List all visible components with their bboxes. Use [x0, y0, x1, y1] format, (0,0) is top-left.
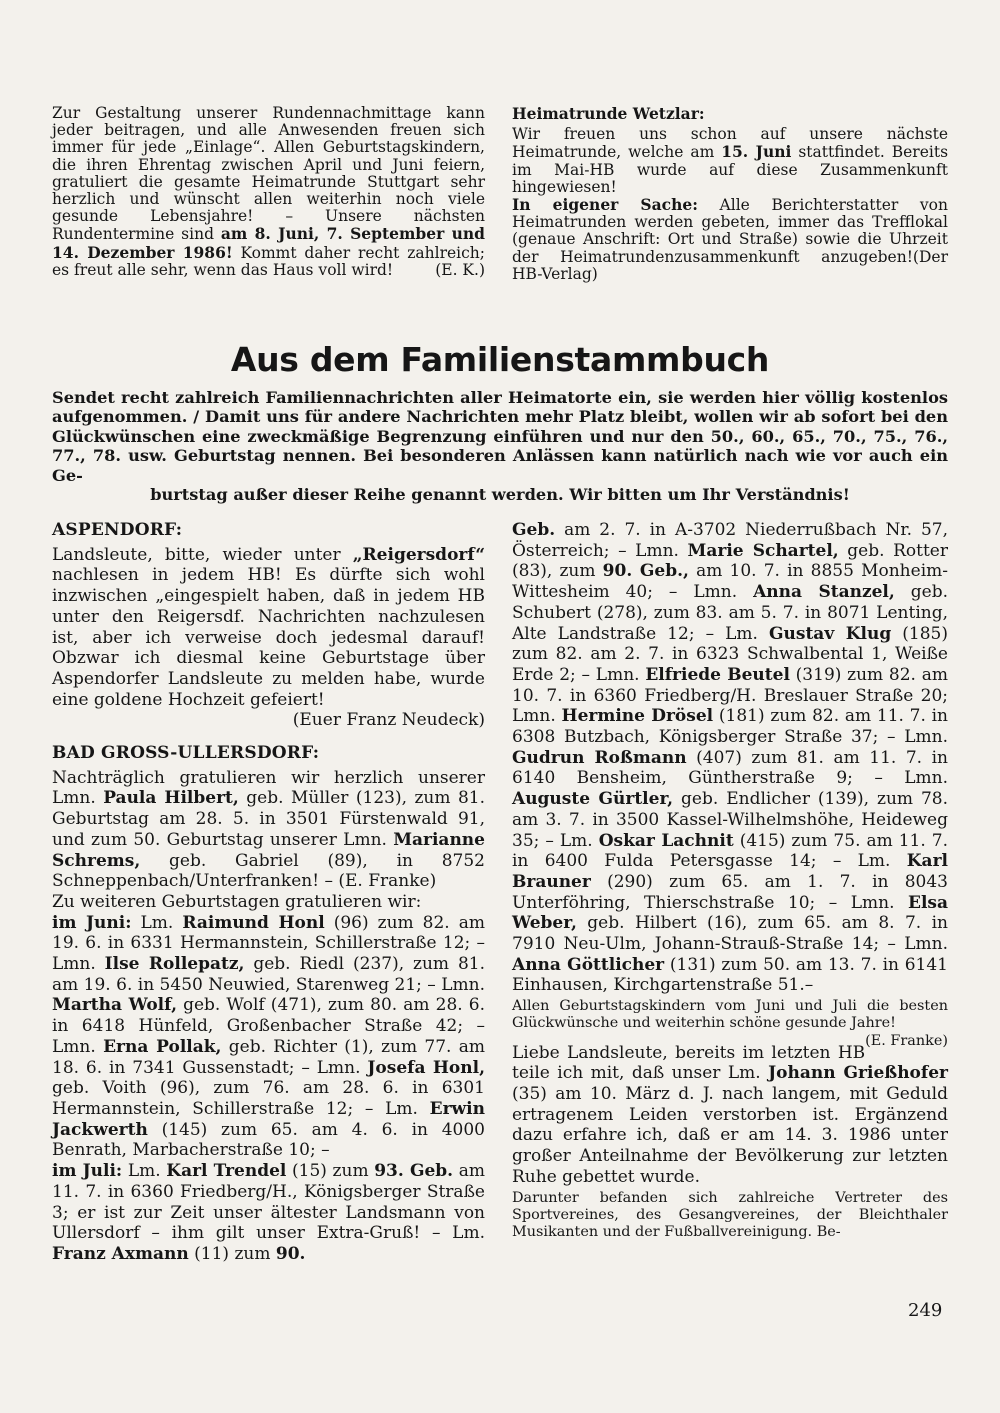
further-birthdays-intro: Zu weiteren Geburtstagen gratulieren wir: — [52, 891, 422, 912]
obituary-paragraph: Liebe Landsleute, bereits im letzten HB teile ich mit, daß unser Lm. Johann Grießhofer (35) am 10. März d. J. nach langem, mit Geduld ertragenem Leiden verstorben ist. Ergänzend dazu erfahre ich, daß er am 14. 3. 1986 unter großer Anteilnahme der Bevölkerung zur letzten Ruhe gebettet wurde. — [512, 1042, 948, 1187]
stuttgart-report — [52, 105, 485, 279]
aspendorf-paragraph: Landsleute, bitte, wieder unter „Reigersdorf“ nachlesen in jedem HB! Es dürfte sich wohl inzwischen „eingespielt haben, daß in jedem HB unter den Reigersdf. Nachrichten nachzulesen ist, aber ich verweise doch jedesmal darauf! Obzwar ich diesmal keine Geburtstage über Aspendorfer Landsleute zu melden habe, wurde eine goldene Hochzeit gefeiert! — [52, 544, 485, 710]
intro-paragraph — [52, 388, 948, 504]
obituary-continuation: Darunter befanden sich zahlreiche Vertreter des Sportvereines, des Gesangvereines, der Bleichthaler Musikanten und der Fußballvereinigung. Be- — [512, 1189, 948, 1240]
own-matter-paragraph: In eigener Sache: Alle Berichterstatter von Heimatrunden werden gebeten, immer das Trefflokal (genaue Anschrift: Ort und Straße) sowie die Uhrzeit der Heimatrundenzusammenkunft anzugeben!(Der HB-Verlag) — [512, 195, 948, 283]
june-birthdays: im Juni: Lm. Raimund Honl (96) zum 82. am 19. 6. in 6331 Hermannstein, Schillerstraße 12; – Lmn. Ilse Rollepatz, geb. Riedl (237), zum 81. am 19. 6. in 5450 Neuwied, Starenweg 21; – Lmn. Martha Wolf, geb. Wolf (471), zum 80. am 28. 6. in 6418 Hünfeld, Großenbacher Straße 42; – Lmn. Erna Pollak, geb. Richter (1), zum 77. am 18. 6. in 7341 Gussenstadt; – Lmn. Josefa Honl, geb. Voith (96), zum 76. am 28. 6. in 6301 Hermannstein, Schillerstraße 12; – Lm. Erwin Jackwerth (145) zum 65. am 4. 6. in 4000 Benrath, Marbacherstraße 10; – — [52, 912, 486, 1161]
july-birthdays-continued: Geb. am 2. 7. in A-3702 Niederrußbach Nr. 57, Österreich; – Lmn. Marie Schartel, geb. Rotter (83), zum 90. Geb., am 10. 7. in 8855 Monheim-Wittesheim 40; – Lmn. Anna Stanzel, geb. Schubert (278), zum 83. am 5. 7. in 8071 Lenting, Alte Landstraße 12; – Lm. Gustav Klug (185) zum 82. am 2. 7. in 6323 Schwalbental 1, Weiße Erde 2; – Lmn. Elfriede Beutel (319) zum 82. am 10. 7. in 6360 Friedberg/H. Breslauer Straße 20; Lmn. Hermine Drösel (181) zum 82. am 11. 7. in 6308 Butzbach, Königsberger Straße 37; – Lmn. Gudrun Roßmann (407) zum 81. am 11. 7. in 6140 Bensheim, Güntherstraße 9; – Lmn. Auguste Gürtler, geb. Endlicher (139), zum 78. am 3. 7. in 3500 Kassel-Wilhelmshöhe, Heideweg 35; – Lm. Oskar Lachnit (415) zum 75. am 11. 7. in 6400 Fulda Petersgasse 14; – Lm. Karl Brauner (290) zum 65. am 1. 7. in 8043 Unterföhring, Thierschstraße 10; – Lmn. Elsa Weber, geb. Hilbert (16), zum 65. am 8. 7. in 7910 Neu-Ulm, Johann-Strauß-Straße 14; – Lmn. Anna Göttlicher (131) zum 50. am 13. 7. in 6141 Einhausen, Kirchgartenstraße 51.– — [512, 520, 949, 996]
meeting-dates: am 8. Juni, 7. September und 14. Dezember 1986! — [52, 224, 485, 262]
right-column — [512, 520, 948, 1241]
bad-gross-ullersdorf-heading: BAD GROSS-ULLERSDORF: — [52, 743, 320, 764]
greeting-note-signature: (E. Franke) — [865, 1032, 948, 1049]
wetzlar-heading: Heimatrunde Wetzlar: — [512, 104, 705, 123]
wetzlar-paragraph: Wir freuen uns schon auf unsere nächste Heimatrunde, welche am 15. Juni stattfindet. Bereits im Mai-HB wurde auf diese Zusammenkunft hingewiesen! — [512, 125, 949, 196]
page-number: 249 — [908, 1300, 943, 1321]
aspendorf-signature: (Euer Franz Neudeck) — [292, 710, 485, 731]
belated-greetings-paragraph: Nachträglich gratulieren wir herzlich unserer Lmn. Paula Hilbert, geb. Müller (123), zum 81. Geburtstag am 28. 5. in 3501 Fürstenwald 91, und zum 50. Geburtstag unserer Lmn. Marianne Schrems, geb. Gabriel (89), in 8752 Schneppenbach/Unterfranken! – (E. Franke) — [52, 767, 485, 892]
greeting-note: Allen Geburtstagskindern vom Juni und Juli die besten Glückwünsche und weiterhin schöne gesunde Jahre! (E. Franke) — [512, 998, 948, 1049]
stuttgart-paragraph: Zur Gestaltung unserer Rundennachmittage kann jeder beitragen, und alle Anwesenden freuen sich immer für jede „Einlage“. Allen Geburtstagskindern, die ihren Ehrentag zwischen April und Juni feiern, gratuliert die gesamte Heimatrunde Stuttgart sehr herzlich und wünscht allen weiterhin noch viele gesunde Lebensjahre! – Unsere nächsten Rundentermine sind am 8. Juni, 7. September und 14. Dezember 1986! Kommt daher recht zahlreich; es freut alle sehr, wenn das Haus voll wird! (E. K.) — [52, 104, 485, 279]
intro-text: Sendet recht zahlreich Familiennachrichten aller Heimatorte ein, sie werden hier völlig kostenlos aufgenommen. / Damit uns für andere Nachrichten mehr Platz bleibt, wollen wir ab sofort bei den Glückwünschen eine zweckmäßige Begrenzung einführen und nur den 50., 60., 65., 70., 75., 76., 77., 78. usw. Geburtstag nennen. Bei besonderen Anlässen kann natürlich nach wie vor auch ein Ge- — [52, 388, 948, 485]
aspendorf-heading: ASPENDORF: — [52, 520, 183, 540]
left-column — [52, 520, 485, 1265]
intro-last-line: burtstag außer dieser Reihe genannt werden. Wir bitten um Ihr Verständnis! — [150, 485, 850, 505]
stuttgart-signature: (E. K.) — [435, 260, 485, 279]
july-birthdays: im Juli: Lm. Karl Trendel (15) zum 93. Geb. am 11. 7. in 6360 Friedberg/H., Königsberger Straße 3; er ist zur Zeit unser ältester Landsmann von Ullersdorf – ihm gilt unser Extra-Gruß! – Lm. Franz Axmann (11) zum 90. — [52, 1161, 485, 1264]
wetzlar-report — [512, 105, 948, 283]
page-title: Aus dem Familienstammbuch — [230, 340, 770, 379]
